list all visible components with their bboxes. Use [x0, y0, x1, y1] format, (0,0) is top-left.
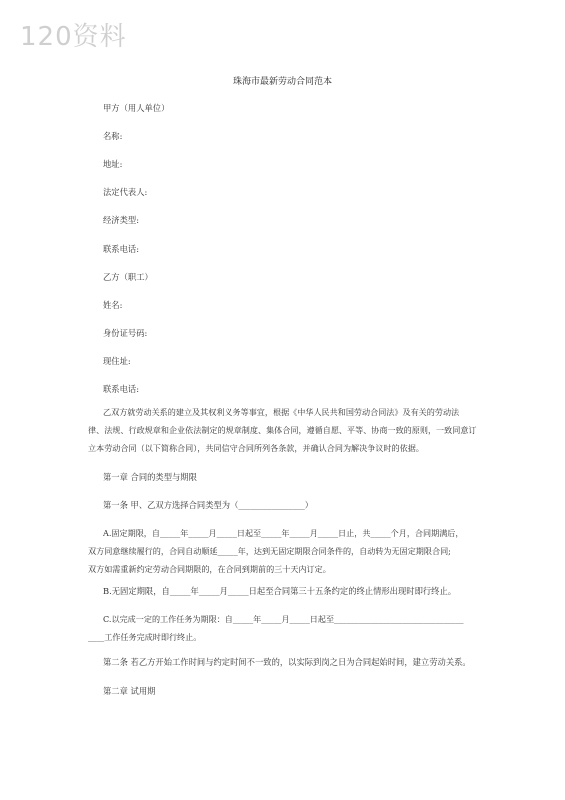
chapter-1-heading: 第一章 合同的类型与期限 — [103, 472, 197, 482]
clause-c-line-1: C.以完成一定的工作任务为期限：自_____年_____月_____日起至________________________________ — [103, 614, 464, 624]
intro-paragraph — [88, 403, 486, 457]
party-a-name-label: 名称: — [103, 131, 123, 141]
chapter-2-heading: 第二章 试用期 — [103, 686, 156, 696]
intro-line-1: 乙双方就劳动关系的建立及其权利义务等事宜，根据《中华人民共和国劳动合同法》及有关的劳动法 — [103, 407, 460, 417]
party-a-legal-rep-label: 法定代表人: — [103, 187, 148, 197]
article-2: 第二条 若乙方开始工作时间与约定时间不一致的，以实际到岗之日为合同起始时间，建立劳动关系。 — [103, 657, 471, 667]
document-title: 珠海市最新劳动合同范本 — [232, 77, 332, 87]
clause-a-line-3: 双方如需重新约定劳动合同期限的，在合同到期前的三十天内订定。 — [88, 564, 331, 574]
clause-b: B.无固定期限，自_____年_____月_____日起至合同第三十五条约定的终止情形出现时即行终止。 — [103, 586, 457, 596]
intro-line-2: 律、法规、行政规章和企业依法制定的规章制度、集体合同，遵循自愿、平等、协商一致的原则，一致同意订 — [88, 425, 477, 435]
party-a-address-label: 地址: — [103, 159, 123, 169]
party-a-phone-label: 联系电话: — [103, 244, 139, 254]
party-b-phone-label: 联系电话: — [103, 384, 139, 394]
clause-a-line-2: 双方同意继续履行的，合同自动顺延_____年，达到无固定期限合同条件的，自动转为无固定期限合同; — [88, 546, 451, 556]
clause-a-paragraph — [88, 524, 486, 578]
party-b-name-label: 姓名: — [103, 300, 123, 310]
party-a-heading: 甲方（用人单位） — [103, 103, 170, 113]
clause-c-paragraph — [88, 610, 486, 646]
party-b-address-label: 现住址: — [103, 356, 131, 366]
article-1: 第一条 甲、乙双方选择合同类型为（________________） — [103, 500, 314, 510]
intro-line-3: 立本劳动合同（以下简称合同），共同信守合同所列各条款，并确认合同为解决争议时的依据。 — [88, 443, 424, 453]
party-a-econ-type-label: 经济类型: — [103, 215, 139, 225]
clause-c-line-2: ____工作任务完成时即行终止。 — [88, 632, 202, 642]
party-b-heading: 乙方（职工） — [103, 272, 153, 282]
party-b-id-label: 身份证号码: — [103, 328, 148, 338]
clause-a-line-1: A.固定期限，自_____年_____月_____日起至_____年_____月_____日止，共_____个月，合同期满后， — [103, 528, 464, 538]
watermark-logo: 120资料 — [20, 22, 127, 52]
